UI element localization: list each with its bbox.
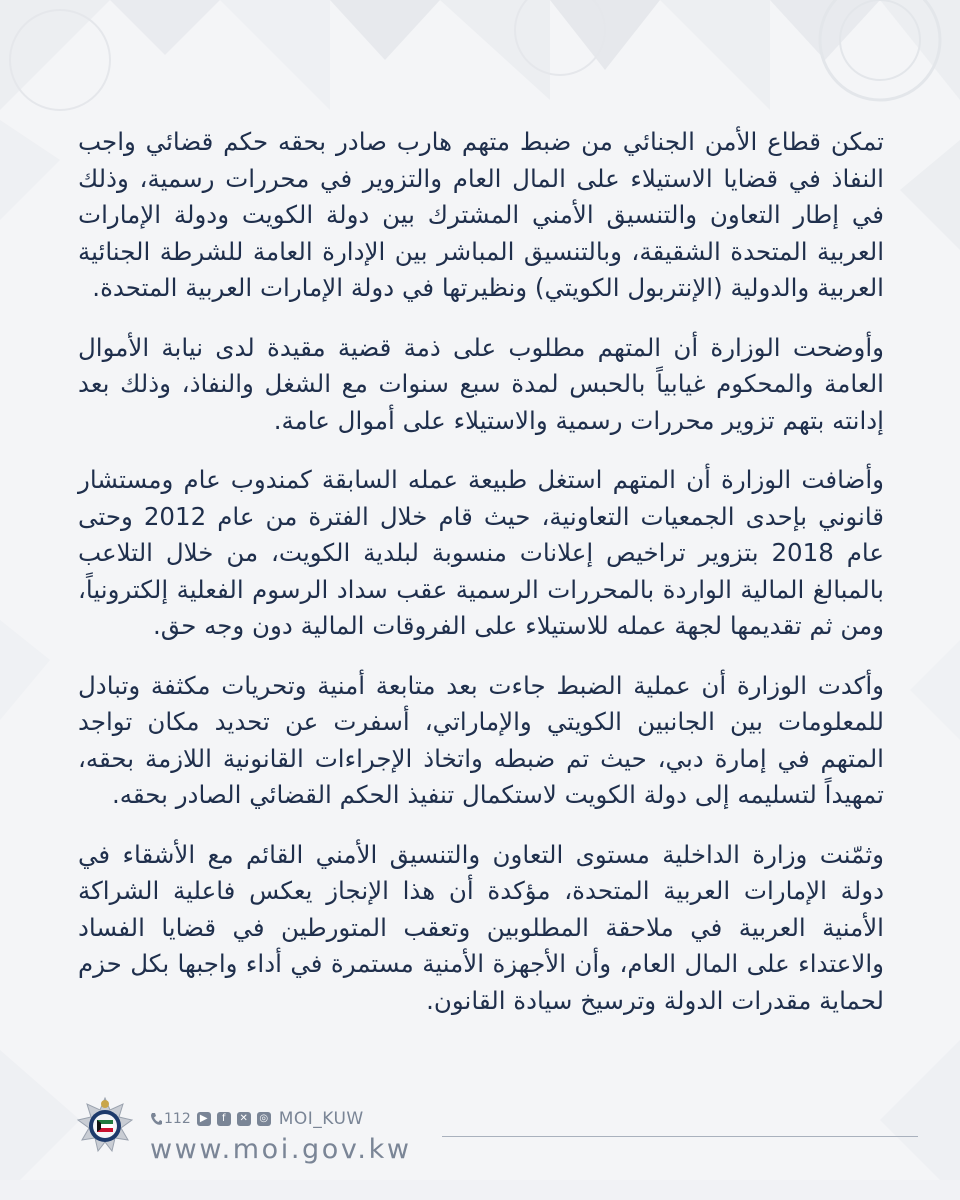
- article-body: [78, 124, 884, 1042]
- phone-group[interactable]: [150, 1111, 191, 1127]
- website-link[interactable]: www.moi.gov.kw: [150, 1134, 412, 1165]
- youtube-icon[interactable]: ▶: [197, 1112, 211, 1126]
- footer: [70, 1090, 920, 1180]
- paragraph: وثمّنت وزارة الداخلية مستوى التعاون والتنسيق الأمني القائم مع الأشقاء في دولة الإمارات العربية المتحدة، مؤكدة أن هذا الإنجاز يعكس فاعلية الشراكة الأمنية العربية في ملاحقة المطلوبين وتعقب المتورطين في قضايا الفساد والاعتداء على المال العام، وأن الأجهزة الأمنية مستمرة في أداء واجبها بكل حزم لحماية مقدرات الدولة وترسيخ سيادة القانون.: [78, 839, 884, 1015]
- footer-divider: [442, 1136, 918, 1137]
- phone-number: 112: [164, 1111, 191, 1127]
- paragraph: وأوضحت الوزارة أن المتهم مطلوب على ذمة قضية مقيدة لدى نيابة الأموال العامة والمحكوم غيابياً بالحبس لمدة سبع سنوات مع الشغل والنفاذ، وذلك بعد إدانته بتهم تزوير محررات رسمية والاستيلاء على أموال عامة.: [78, 332, 884, 435]
- paragraph: وأضافت الوزارة أن المتهم استغل طبيعة عمله السابقة كمندوب عام ومستشار قانوني بإحدى الجمعيات التعاونية، حيث قام خلال الفترة من عام 2012 وحتى عام 2018 بتزوير تراخيص إعلانات منسوبة لبلدية الكويت، من خلال التلاعب بالمبالغ المالية الواردة بالمحررات الرسمية عقب سداد الرسوم الفعلية إلكترونياً، ومن ثم تقديمها لجهة عمله للاستيلاء على الفروقات المالية دون وجه حق.: [78, 465, 884, 640]
- paragraph: تمكن قطاع الأمن الجنائي من ضبط متهم هارب صادر بحقه حكم قضائي واجب النفاذ في قضايا الاستيلاء على المال العام والتزوير في محررات رسمية، وذلك في إطار التعاون والتنسيق الأمني المشترك بين دولة الكويت ودولة الإمارات العربية المتحدة الشقيقة، وبالتنسيق المباشر بين الإدارة العامة للشرطة الجنائية العربية والدولية (الإنتربول الكويتي) ونظيرتها في دولة الإمارات العربية المتحدة.: [78, 127, 884, 302]
- phone-icon: [150, 1112, 162, 1126]
- x-icon[interactable]: ✕: [237, 1112, 251, 1126]
- social-handle[interactable]: MOI_KUW: [278, 1109, 364, 1129]
- contact-row: [150, 1108, 364, 1130]
- facebook-icon[interactable]: f: [217, 1112, 231, 1126]
- kuwait-police-emblem-icon: [70, 1090, 140, 1180]
- instagram-icon[interactable]: ◎: [257, 1112, 271, 1126]
- paragraph: وأكدت الوزارة أن عملية الضبط جاءت بعد متابعة أمنية وتحريات مكثفة وتبادل للمعلومات بين الجانبين الكويتي والإماراتي، أسفرت عن تحديد مكان تواجد المتهم في إمارة دبي، حيث تم ضبطه واتخاذ الإجراءات القانونية اللازمة بحقه، تمهيداً لتسليمه إلى دولة الكويت لاستكمال تنفيذ الحكم القضائي الصادر بحقه.: [78, 670, 884, 809]
